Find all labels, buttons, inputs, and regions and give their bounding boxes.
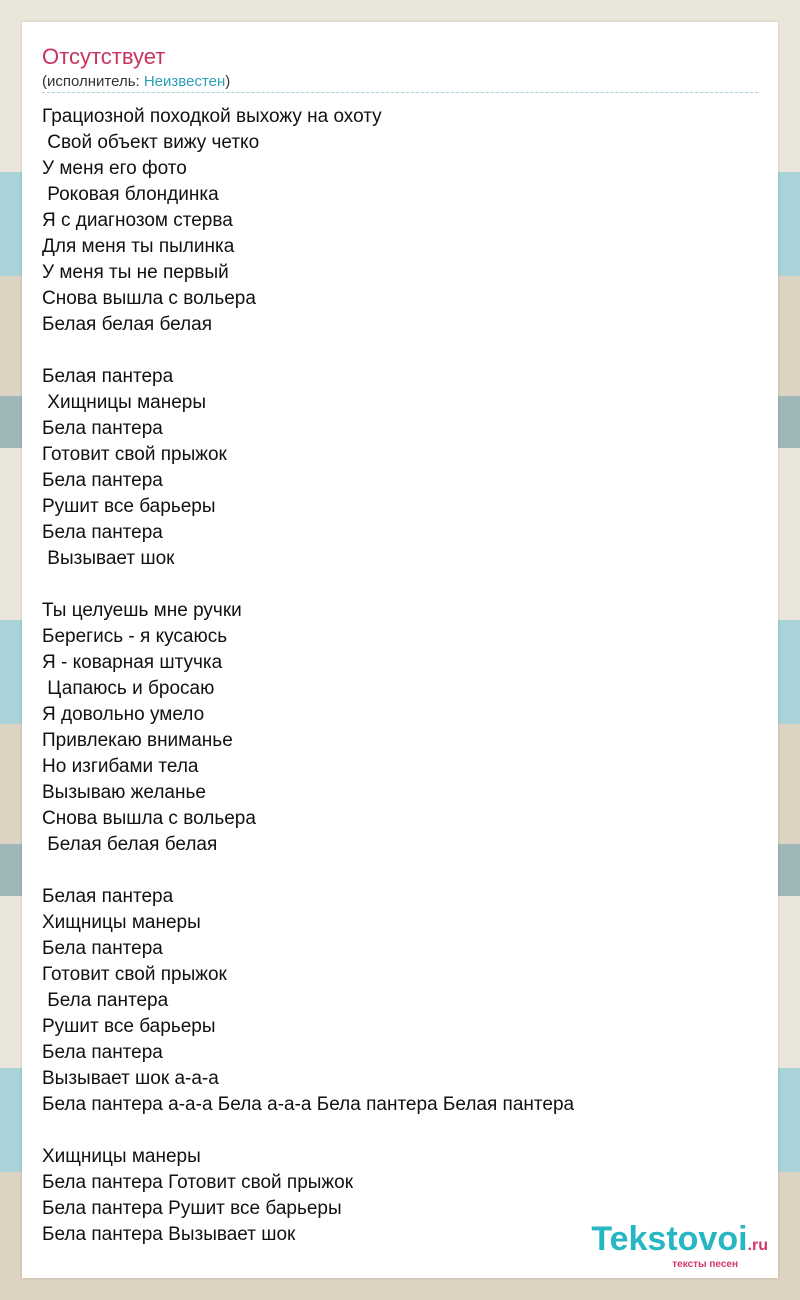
lyric-line: Вызываю желанье <box>42 782 206 803</box>
lyric-line: Бела пантера <box>42 1042 163 1063</box>
lyric-line: Хищницы манеры <box>42 1146 201 1167</box>
lyric-line <box>42 572 758 598</box>
lyric-line: Белая белая белая <box>42 314 212 335</box>
lyric-line: Вызывает шок а-а-а <box>42 1068 219 1089</box>
logo-tld: .ru <box>747 1237 768 1254</box>
lyric-line: Ты целуешь мне ручки <box>42 600 242 621</box>
lyrics-card <box>22 22 778 1278</box>
lyric-line: Белая пантера <box>42 886 174 907</box>
lyric-line: Белая пантера <box>42 366 174 387</box>
lyric-line: Бела пантера <box>42 418 163 439</box>
site-logo[interactable] <box>591 1222 768 1270</box>
lyric-line: Бела пантера <box>42 522 163 543</box>
lyric-line: Вызывает шок <box>42 548 175 569</box>
artist-link[interactable]: Неизвестен <box>143 73 226 90</box>
lyric-line: Хищницы манеры <box>42 392 207 413</box>
divider <box>42 92 758 93</box>
lyric-line: Роковая блондинка <box>42 184 219 205</box>
lyric-line: Я довольно умело <box>42 704 205 725</box>
lyric-line: Готовит свой прыжок <box>42 444 227 465</box>
lyric-line: Готовит свой прыжок <box>42 964 227 985</box>
lyric-line: Бела пантера <box>42 938 163 959</box>
lyrics-text <box>42 104 758 1248</box>
lyric-line: Снова вышла с вольера <box>42 808 256 829</box>
lyric-line: Свой объект вижу четко <box>42 132 260 153</box>
artist-suffix: ) <box>225 73 231 90</box>
lyric-line: Снова вышла с вольера <box>42 288 256 309</box>
logo-name: Tekstovoi <box>591 1220 748 1258</box>
lyric-line: Бела пантера Рушит все барьеры <box>42 1198 342 1219</box>
lyric-line: Для меня ты пылинка <box>42 236 235 257</box>
lyric-line: Я - коварная штучка <box>42 652 223 673</box>
lyric-line <box>42 338 758 364</box>
lyric-line: Бела пантера Вызывает шок <box>42 1224 296 1245</box>
lyric-line: Рушит все барьеры <box>42 496 216 517</box>
lyric-line: Бела пантера <box>42 470 163 491</box>
lyric-line: Берегись - я кусаюсь <box>42 626 228 647</box>
lyric-line: У меня ты не первый <box>42 262 229 283</box>
lyric-line: Хищницы манеры <box>42 912 201 933</box>
lyric-line: Привлекаю вниманье <box>42 730 233 751</box>
logo-tagline: тексты песен <box>672 1259 738 1270</box>
song-title: Отсутствует <box>42 44 166 69</box>
lyric-line <box>42 1118 758 1144</box>
artist-prefix: (исполнитель: <box>42 73 144 90</box>
lyric-line <box>42 858 758 884</box>
lyric-line: Грациозной походкой выхожу на охоту <box>42 106 382 127</box>
lyric-line: Цапаюсь и бросаю <box>42 678 215 699</box>
lyric-line: Белая белая белая <box>42 834 218 855</box>
lyric-line: Но изгибами тела <box>42 756 199 777</box>
lyric-line: Бела пантера <box>42 990 169 1011</box>
lyric-line: У меня его фото <box>42 158 187 179</box>
artist-line <box>42 73 230 91</box>
lyric-line: Бела пантера а-а-а Бела а-а-а Бела пантера Белая пантера <box>42 1094 575 1115</box>
lyric-line: Рушит все барьеры <box>42 1016 216 1037</box>
lyric-line: Бела пантера Готовит свой прыжок <box>42 1172 354 1193</box>
lyric-line: Я с диагнозом стерва <box>42 210 233 231</box>
